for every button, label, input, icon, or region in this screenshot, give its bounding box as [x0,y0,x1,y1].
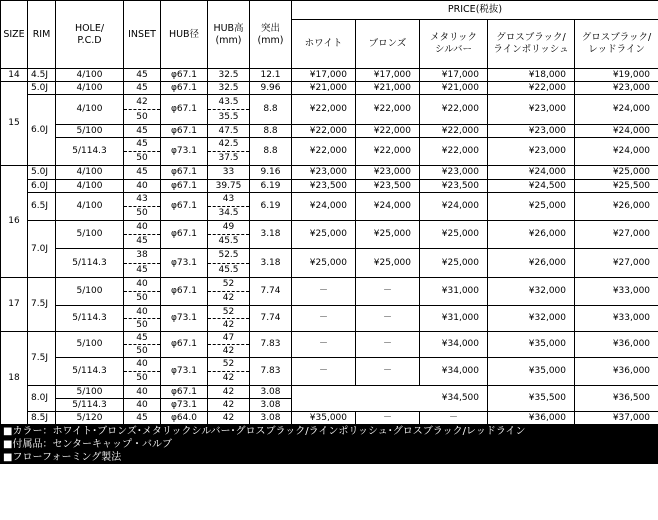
pcd-cell: 4/100 [56,166,124,180]
inset-cell [124,306,161,332]
protrusion-cell: 3.08 [250,412,292,425]
hub-height-cell [208,306,250,332]
pcd-cell: 4/100 [56,95,124,125]
protrusion-cell: 3.08 [250,399,292,412]
hub-height-cell-value: 52.5 [218,250,239,261]
price-cell: ¥36,500 [575,386,658,412]
hub-height-cell [208,221,250,249]
hub-height-cell-value: 45.5 [208,263,249,278]
protrusion-cell: 6.19 [250,180,292,193]
rim-cell: 4.5J [28,69,56,82]
col-header-white: ホワイト [292,20,356,69]
inset-cell-value: 45 [124,234,160,248]
notes-block [0,425,658,464]
price-cell: － [356,412,420,425]
table-row [1,166,658,180]
hub-height-cell: 42 [208,386,250,399]
pcd-cell: 4/100 [56,69,124,82]
pcd-cell: 5/100 [56,386,124,399]
inset-cell-value: 50 [124,291,160,305]
price-cell: ¥23,000 [292,166,356,180]
hub-height-cell: 42 [208,412,250,425]
hub-height-cell: 42 [208,399,250,412]
inset-cell-value: 42 [136,96,148,107]
price-cell: ¥22,000 [356,138,420,166]
inset-cell: 40 [124,180,161,193]
inset-cell: 45 [124,412,161,425]
price-cell: ¥24,000 [488,166,575,180]
hub-diameter-cell: φ67.1 [161,95,208,125]
price-cell: ¥35,000 [292,412,356,425]
protrusion-cell: 7.74 [250,306,292,332]
protrusion-cell: 9.96 [250,82,292,95]
table-row [1,412,658,425]
hub-height-cell-value: 37.5 [208,151,249,165]
price-cell: ¥22,000 [356,125,420,138]
price-cell: － [292,332,356,358]
pcd-cell: 5/100 [56,278,124,306]
price-cell: ¥18,000 [488,69,575,82]
inset-cell-value: 38 [136,250,148,261]
price-cell: ¥35,000 [488,332,575,358]
price-cell: ¥26,000 [488,249,575,278]
price-cell: ¥22,000 [420,95,488,125]
table-body [1,69,658,425]
size-cell: 16 [1,166,28,278]
col-header-protrusion: 突出 (mm) [250,1,292,69]
table-row [1,180,658,193]
table-row [1,306,658,332]
pcd-cell: 4/100 [56,193,124,221]
hub-height-cell-value: 49 [222,222,235,232]
price-cell: ¥35,500 [488,386,575,412]
table-row [1,69,658,82]
hub-height-cell: 47.5 [208,125,250,138]
table-row [1,193,658,221]
protrusion-cell: 7.83 [250,332,292,358]
hub-height-cell-value: 42.5 [218,139,239,149]
table-row [1,278,658,306]
hub-height-cell: 39.75 [208,180,250,193]
inset-cell [124,332,161,358]
rim-cell: 7.5J [28,332,56,386]
hub-diameter-cell: φ67.1 [161,69,208,82]
inset-cell [124,278,161,306]
hub-height-cell-value: 35.5 [208,109,249,124]
table-row [1,138,658,166]
inset-cell: 45 [124,69,161,82]
col-header-price-group: PRICE(税抜) [292,1,658,20]
col-header-size: SIZE [1,1,28,69]
price-cell: ¥23,000 [488,125,575,138]
inset-cell-value: 45 [136,332,148,343]
size-cell: 15 [1,82,28,166]
protrusion-cell: 9.16 [250,166,292,180]
pcd-cell: 4/100 [56,180,124,193]
protrusion-cell: 7.83 [250,358,292,386]
price-cell: ¥23,000 [575,82,658,95]
pcd-cell: 5/100 [56,332,124,358]
inset-cell-value: 50 [124,371,160,385]
pcd-cell: 5/114.3 [56,306,124,332]
price-cell: － [356,332,420,358]
inset-cell-value: 50 [124,318,160,331]
price-cell: ¥25,000 [292,249,356,278]
price-cell: ¥25,000 [420,221,488,249]
table-row [1,358,658,386]
hub-diameter-cell: φ67.1 [161,180,208,193]
protrusion-cell: 8.8 [250,138,292,166]
hub-height-cell-value: 52 [222,359,235,369]
protrusion-cell: 6.19 [250,193,292,221]
hub-diameter-cell: φ67.1 [161,125,208,138]
table-row [1,221,658,249]
col-header-bronze: ブロンズ [356,20,420,69]
col-header-gloss-black-red-line: グロスブラック/ レッドライン [575,20,658,69]
hub-height-cell-value: 43 [222,194,235,204]
price-cell: ¥36,000 [575,332,658,358]
pcd-cell: 5/114.3 [56,358,124,386]
rim-cell: 6.0J [28,180,56,193]
inset-cell [124,193,161,221]
price-cell: ¥25,500 [575,180,658,193]
inset-cell: 45 [124,166,161,180]
price-cell: ¥22,000 [420,138,488,166]
price-cell: ¥23,000 [420,166,488,180]
rim-cell: 7.5J [28,278,56,332]
table-row [1,82,658,95]
pcd-cell: 5/100 [56,221,124,249]
col-header-hole-pcd: HOLE/ P.C.D [56,1,124,69]
inset-cell-value: 50 [124,151,160,165]
price-cell: ¥25,000 [292,221,356,249]
price-cell: ¥33,000 [575,306,658,332]
hub-height-cell: 32.5 [208,82,250,95]
price-cell: ¥31,000 [420,278,488,306]
inset-cell-value: 45 [124,263,160,278]
pcd-cell: 4/100 [56,82,124,95]
price-cell: － [356,278,420,306]
hub-diameter-cell: φ73.1 [161,138,208,166]
hub-height-cell-value: 47 [222,332,235,343]
col-header-gloss-black-line-polish: グロスブラック/ ラインポリッシュ [488,20,575,69]
table-row [1,332,658,358]
price-cell: ¥17,000 [420,69,488,82]
hub-diameter-cell: φ64.0 [161,412,208,425]
hub-diameter-cell: φ67.1 [161,221,208,249]
hub-diameter-cell: φ67.1 [161,278,208,306]
price-cell: ¥25,000 [420,249,488,278]
inset-cell-value: 40 [136,359,148,369]
note-colors: ■カラー：ホワイト･ブロンズ･メタリックシルバー･グロスブラック/ラインポリッシュ･グロスブラック/レッドライン [3,426,526,437]
inset-cell: 40 [124,386,161,399]
size-cell: 17 [1,278,28,332]
inset-cell: 45 [124,82,161,95]
inset-cell-value: 40 [136,222,148,232]
price-cell: ¥21,000 [420,82,488,95]
price-cell: ¥27,000 [575,221,658,249]
price-merged-cell: ¥34,500 [292,386,488,412]
hub-height-cell [208,249,250,278]
price-cell: ¥36,000 [575,358,658,386]
protrusion-cell: 12.1 [250,69,292,82]
hub-height-cell-value: 52 [222,306,235,317]
price-cell: ¥32,000 [488,306,575,332]
pcd-cell: 5/114.3 [56,399,124,412]
price-cell: ¥23,000 [488,95,575,125]
hub-diameter-cell: φ67.1 [161,82,208,95]
inset-cell [124,95,161,125]
protrusion-cell: 3.08 [250,386,292,399]
inset-cell-value: 50 [124,206,160,220]
rim-cell: 5.0J [28,82,56,95]
protrusion-cell: 3.18 [250,221,292,249]
pcd-cell: 5/120 [56,412,124,425]
price-cell: ¥22,000 [356,95,420,125]
price-cell: ¥22,000 [488,82,575,95]
price-cell: ¥21,000 [356,82,420,95]
hub-height-cell-value: 43.5 [218,96,239,107]
table-row [1,95,658,125]
price-cell: ¥24,000 [420,193,488,221]
price-cell: ¥22,000 [292,95,356,125]
price-cell: ¥23,500 [292,180,356,193]
hub-height-cell: 33 [208,166,250,180]
price-cell: ¥31,000 [420,306,488,332]
size-cell: 18 [1,332,28,425]
hub-height-cell [208,278,250,306]
price-cell: ¥34,000 [420,358,488,386]
pcd-cell: 5/114.3 [56,138,124,166]
rim-cell: 7.0J [28,221,56,278]
price-cell: － [292,306,356,332]
hub-height-cell-value: 42 [208,318,249,331]
hub-diameter-cell: φ67.1 [161,193,208,221]
price-cell: ¥24,500 [488,180,575,193]
price-cell: ¥27,000 [575,249,658,278]
col-header-metallic-silver: メタリック シルバー [420,20,488,69]
price-cell: ¥25,000 [356,249,420,278]
price-cell: ¥26,000 [575,193,658,221]
inset-cell-value: 50 [124,344,160,357]
price-cell: ¥19,000 [575,69,658,82]
price-cell: ¥22,000 [292,125,356,138]
inset-cell-value: 50 [124,109,160,124]
rim-cell: 6.5J [28,193,56,221]
price-cell: ¥23,500 [420,180,488,193]
hub-diameter-cell: φ73.1 [161,249,208,278]
price-cell: ¥17,000 [356,69,420,82]
hub-diameter-cell: φ73.1 [161,399,208,412]
protrusion-cell: 3.18 [250,249,292,278]
inset-cell: 40 [124,399,161,412]
hub-height-cell-value: 34.5 [208,206,249,220]
table-row [1,386,658,399]
note-manufacturing: ■フローフォーミング製法 [3,452,122,463]
rim-cell: 6.0J [28,95,56,166]
price-cell: ¥26,000 [488,221,575,249]
price-cell: ¥23,000 [488,138,575,166]
col-header-hub-height: HUB高 (mm) [208,1,250,69]
inset-cell [124,221,161,249]
price-cell: ¥21,000 [292,82,356,95]
price-cell: ¥24,000 [292,193,356,221]
price-cell: ¥17,000 [292,69,356,82]
price-cell: ¥25,000 [488,193,575,221]
rim-cell: 8.5J [28,412,56,425]
price-cell: ¥22,000 [292,138,356,166]
inset-cell: 45 [124,125,161,138]
hub-height-cell-value: 42 [208,371,249,385]
hub-diameter-cell: φ73.1 [161,358,208,386]
col-header-hub-diameter: HUB径 [161,1,208,69]
price-cell: ¥34,000 [420,332,488,358]
price-cell: ¥25,000 [356,221,420,249]
price-cell: ¥24,000 [575,125,658,138]
price-cell: ¥35,000 [488,358,575,386]
hub-diameter-cell: φ67.1 [161,386,208,399]
inset-cell [124,138,161,166]
price-cell: ¥37,000 [575,412,658,425]
hub-height-cell-value: 45.5 [208,234,249,248]
hub-height-cell [208,358,250,386]
pcd-cell: 5/114.3 [56,249,124,278]
table-row [1,249,658,278]
protrusion-cell: 7.74 [250,278,292,306]
inset-cell-value: 45 [136,139,148,149]
hub-diameter-cell: φ67.1 [161,332,208,358]
hub-height-cell [208,138,250,166]
price-cell: ¥32,000 [488,278,575,306]
price-cell: ¥22,000 [420,125,488,138]
hub-height-cell [208,95,250,125]
hub-diameter-cell: φ67.1 [161,166,208,180]
protrusion-cell: 8.8 [250,95,292,125]
price-cell: － [356,358,420,386]
table-row [1,125,658,138]
inset-cell-value: 43 [136,194,148,204]
inset-cell-value: 40 [136,306,148,317]
hub-height-cell [208,193,250,221]
price-cell: － [420,412,488,425]
protrusion-cell: 8.8 [250,125,292,138]
price-cell: － [292,278,356,306]
pcd-cell: 5/100 [56,125,124,138]
hub-height-cell-value: 52 [222,279,235,289]
rim-cell: 8.0J [28,386,56,412]
price-cell: － [356,306,420,332]
hub-height-cell [208,332,250,358]
col-header-rim: RIM [28,1,56,69]
inset-cell-value: 40 [136,279,148,289]
price-cell: － [292,358,356,386]
rim-cell: 5.0J [28,166,56,180]
hub-diameter-cell: φ73.1 [161,306,208,332]
price-cell: ¥33,000 [575,278,658,306]
inset-cell [124,249,161,278]
inset-cell [124,358,161,386]
price-cell: ¥24,000 [575,95,658,125]
price-cell: ¥25,000 [575,166,658,180]
size-cell: 14 [1,69,28,82]
col-header-inset: INSET [124,1,161,69]
price-cell: ¥24,000 [356,193,420,221]
hub-height-cell-value: 42 [208,344,249,357]
hub-height-cell: 32.5 [208,69,250,82]
hub-height-cell-value: 42 [208,291,249,305]
price-cell: ¥36,000 [488,412,575,425]
note-accessories: ■付属品：センターキャップ・バルブ [3,439,173,450]
price-cell: ¥23,500 [356,180,420,193]
price-cell: ¥23,000 [356,166,420,180]
price-cell: ¥24,000 [575,138,658,166]
